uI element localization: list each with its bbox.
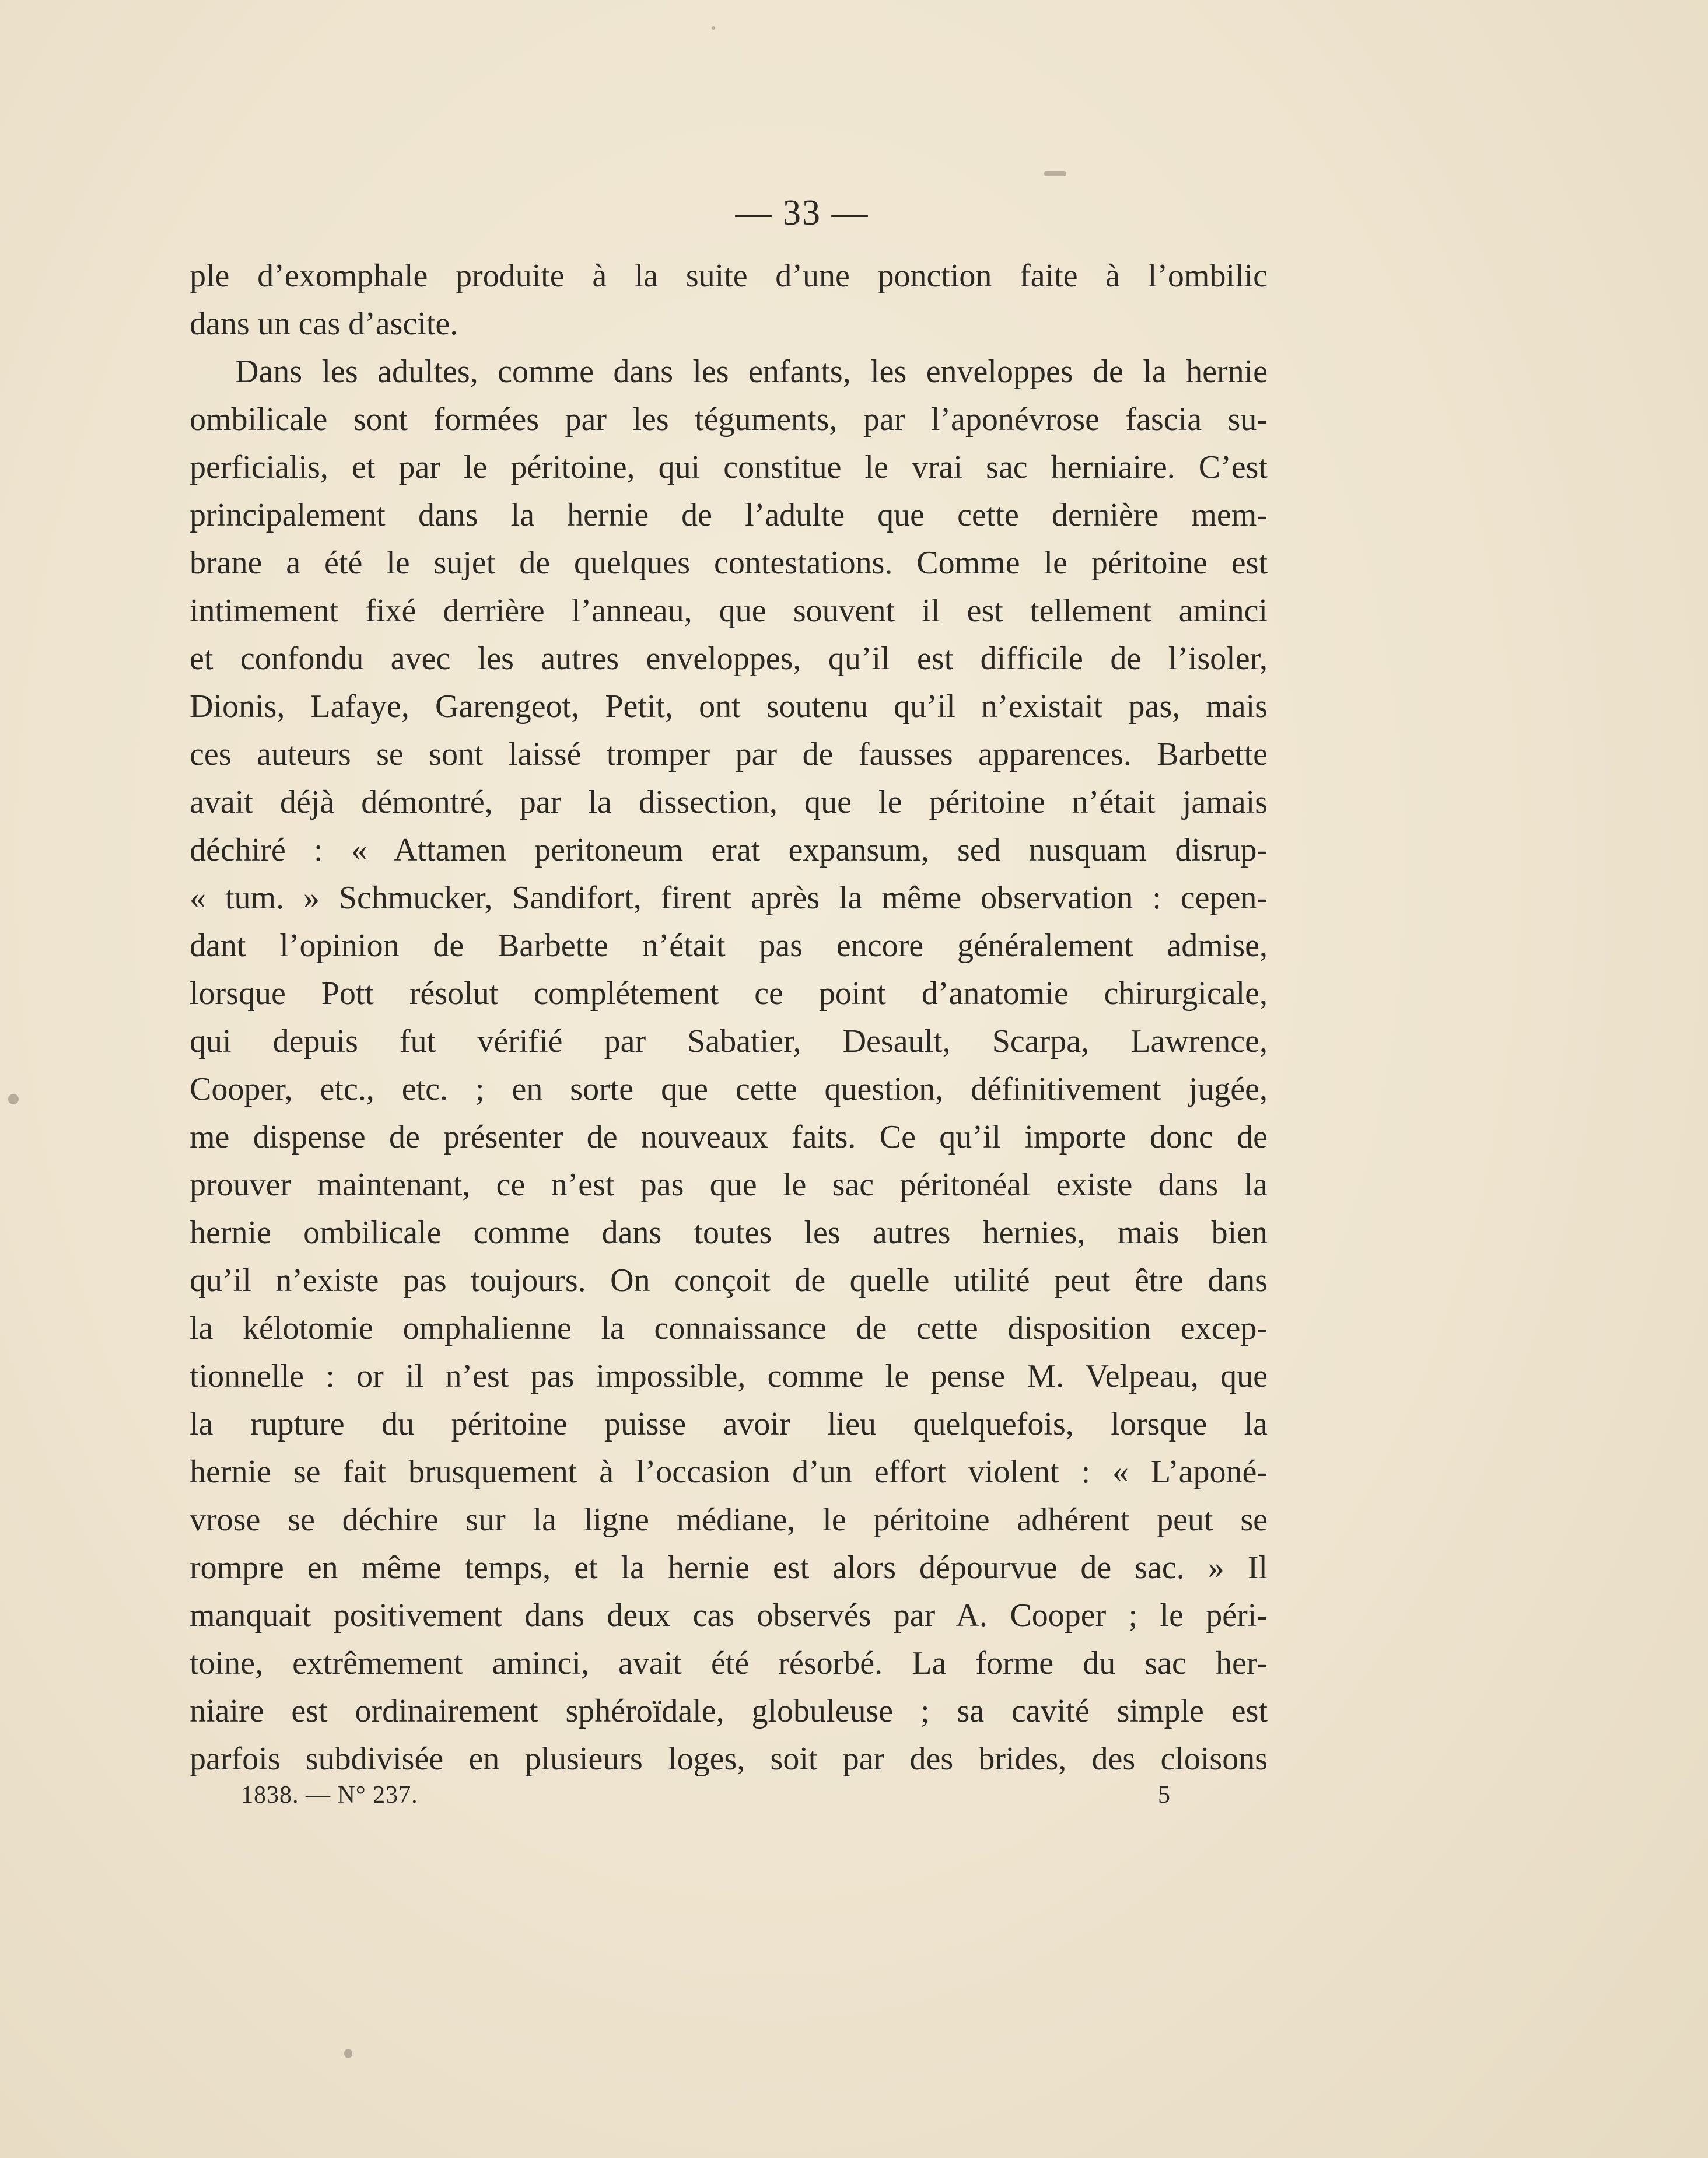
text-line: prouver maintenant, ce n’est pas que le sac péritonéal existe dans la <box>190 1167 1268 1203</box>
text-line: Dans les adultes, comme dans les enfants, les enveloppes de la hernie <box>235 354 1268 390</box>
text-line: principalement dans la hernie de l’adulte que cette dernière mem- <box>190 497 1268 533</box>
text-line: dant l’opinion de Barbette n’était pas encore généralement admise, <box>190 928 1268 964</box>
printer-signature: 1838. — N° 237. <box>241 1782 418 1809</box>
body-text <box>190 252 1268 1783</box>
text-line: Dionis, Lafaye, Garengeot, Petit, ont soutenu qu’il n’existait pas, mais <box>190 688 1268 725</box>
text-line: Cooper, etc., etc. ; en sorte que cette question, définitivement jugée, <box>190 1071 1268 1107</box>
text-line: rompre en même temps, et la hernie est alors dépourvue de sac. » Il <box>190 1550 1268 1586</box>
text-line: et confondu avec les autres enveloppes, qu’il est difficile de l’isoler, <box>190 641 1268 677</box>
text-line: avait déjà démontré, par la dissection, que le péritoine n’était jamais <box>190 784 1268 820</box>
paper-speck <box>712 26 715 30</box>
text-line: me dispense de présenter de nouveaux faits. Ce qu’il importe donc de <box>190 1119 1268 1155</box>
text-line: hernie se fait brusquement à l’occasion d’un effort violent : « L’aponé- <box>190 1454 1268 1490</box>
text-line: ombilicale sont formées par les téguments, par l’aponévrose fascia su- <box>190 401 1268 438</box>
text-line: lorsque Pott résolut complétement ce point d’anatomie chirurgicale, <box>190 975 1268 1012</box>
text-line: brane a été le sujet de quelques contestations. Comme le péritoine est <box>190 545 1268 581</box>
paper-speck <box>344 2049 352 2058</box>
text-line: hernie ombilicale comme dans toutes les autres hernies, mais bien <box>190 1215 1268 1251</box>
text-line: ple d’exomphale produite à la suite d’une ponction faite à l’ombilic <box>190 258 1268 294</box>
page-number: — 33 — <box>735 193 869 233</box>
text-line: vrose se déchire sur la ligne médiane, le péritoine adhérent peut se <box>190 1502 1268 1538</box>
text-line: perficialis, et par le péritoine, qui constitue le vrai sac herniaire. C’est <box>190 449 1268 485</box>
text-line: intimement fixé derrière l’anneau, que souvent il est tellement aminci <box>190 593 1268 629</box>
text-line: déchiré : « Attamen peritoneum erat expansum, sed nusquam disrup- <box>190 832 1268 868</box>
text-line: ces auteurs se sont laissé tromper par de fausses apparences. Barbette <box>190 736 1268 772</box>
text-line: niaire est ordinairement sphéroïdale, globuleuse ; sa cavité simple est <box>190 1693 1268 1729</box>
text-line: qu’il n’existe pas toujours. On conçoit de quelle utilité peut être dans <box>190 1262 1268 1299</box>
text-line: dans un cas d’ascite. <box>190 306 459 342</box>
text-line: « tum. » Schmucker, Sandifort, firent après la même observation : cepen- <box>190 880 1268 916</box>
text-line: toine, extrêmement aminci, avait été résorbé. La forme du sac her- <box>190 1645 1268 1681</box>
text-line: la kélotomie omphalienne la connaissance de cette disposition excep- <box>190 1310 1268 1346</box>
text-line: tionnelle : or il n’est pas impossible, comme le pense M. Velpeau, que <box>190 1358 1268 1394</box>
sheet-number: 5 <box>1158 1782 1170 1809</box>
text-line: qui depuis fut vérifié par Sabatier, Desault, Scarpa, Lawrence, <box>190 1023 1268 1059</box>
text-line: manquait positivement dans deux cas observés par A. Cooper ; le péri- <box>190 1597 1268 1634</box>
paper-speck <box>8 1094 19 1104</box>
text-line: la rupture du péritoine puisse avoir lieu quelquefois, lorsque la <box>190 1406 1268 1442</box>
text-line: parfois subdivisée en plusieurs loges, soit par des brides, des cloisons <box>190 1741 1268 1777</box>
paper-speck <box>1044 171 1066 176</box>
